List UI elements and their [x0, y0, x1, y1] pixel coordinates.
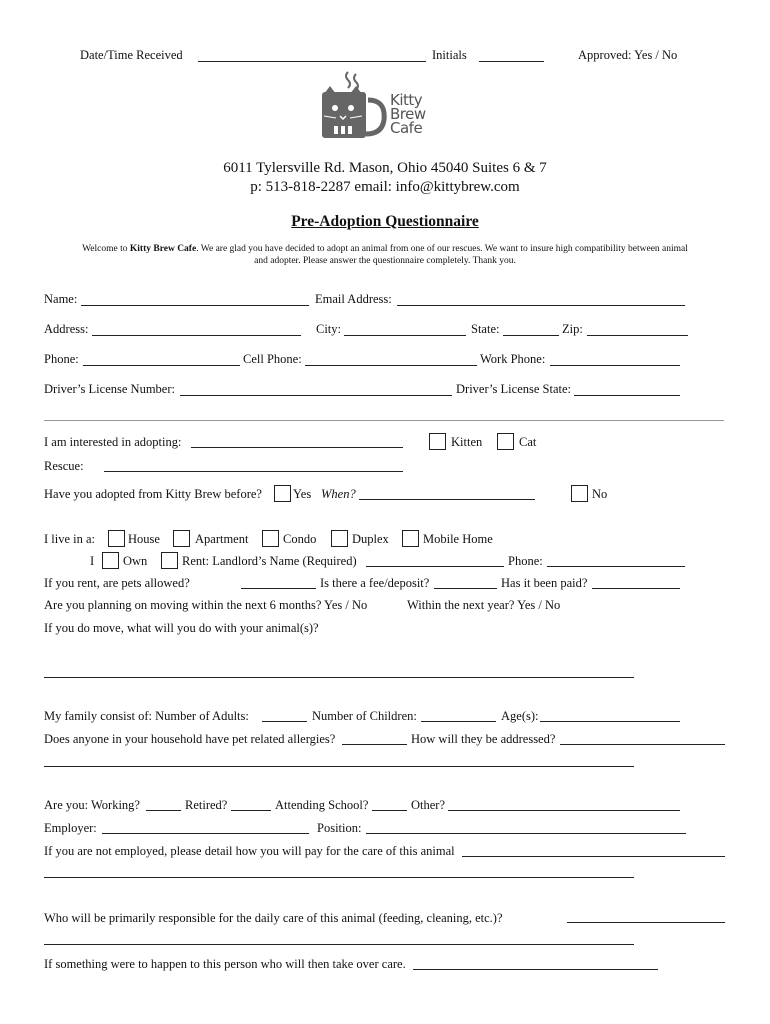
name-field[interactable]: [81, 305, 309, 306]
i-label: I: [90, 554, 95, 568]
allergies-extra-field[interactable]: [44, 766, 634, 767]
adults-field[interactable]: [262, 721, 307, 722]
not-employed-label: If you are not employed, please detail how you will pay for the care of this animal: [44, 844, 455, 858]
if-move-answer-field[interactable]: [44, 677, 634, 678]
logo-line-2: Brew: [390, 105, 426, 123]
next-year-question: Within the next year? Yes / No: [407, 598, 561, 612]
dl-state-label: Driver’s License State:: [456, 382, 572, 396]
pets-allowed-field[interactable]: [241, 588, 316, 589]
cat-label: Cat: [519, 435, 537, 449]
addressed-label: How will they be addressed?: [411, 732, 556, 746]
initials-label: Initials: [432, 48, 467, 62]
address-line-2: p: 513-818-2287 email: info@kittybrew.com: [250, 179, 520, 195]
fee-field[interactable]: [434, 588, 497, 589]
own-label: Own: [123, 554, 148, 568]
when-label: When?: [321, 487, 356, 501]
rescue-field[interactable]: [104, 471, 403, 472]
cat-mug-icon: [318, 70, 388, 144]
addressed-field[interactable]: [560, 744, 725, 745]
rescue-label: Rescue:: [44, 459, 84, 473]
takeover-question: If something were to happen to this person who will then take over care.: [44, 957, 406, 971]
kitten-label: Kitten: [451, 435, 483, 449]
responsible-field[interactable]: [567, 922, 725, 923]
approved-label: Approved: Yes / No: [578, 48, 678, 62]
intro-rest: . We are glad you have decided to adopt an animal from one of our rescues. We want to insure high compatibility between animal: [196, 244, 688, 254]
apartment-checkbox[interactable]: [173, 530, 190, 547]
pets-allowed-label: If you rent, are pets allowed?: [44, 576, 190, 590]
interested-label: I am interested in adopting:: [44, 435, 182, 449]
zip-label: Zip:: [562, 322, 583, 336]
house-checkbox[interactable]: [108, 530, 125, 547]
address-label: Address:: [44, 322, 89, 336]
rent-checkbox[interactable]: [161, 552, 178, 569]
responsible-extra-field[interactable]: [44, 944, 634, 945]
name-label: Name:: [44, 292, 78, 306]
work-phone-field[interactable]: [550, 365, 680, 366]
own-checkbox[interactable]: [102, 552, 119, 569]
apartment-label: Apartment: [195, 532, 249, 546]
initials-field[interactable]: [479, 61, 544, 62]
adopted-before-label: Have you adopted from Kitty Brew before?: [44, 487, 262, 501]
responsible-question: Who will be primarily responsible for the daily care of this animal (feeding, cleaning, etc.)?: [44, 911, 503, 925]
working-label: Are you: Working?: [44, 798, 140, 812]
page-title: Pre-Adoption Questionnaire: [291, 213, 479, 230]
work-phone-label: Work Phone:: [480, 352, 546, 366]
date-time-field[interactable]: [198, 61, 426, 62]
logo-line-1: Kitty: [390, 91, 423, 109]
interested-field[interactable]: [191, 447, 403, 448]
mobile-home-label: Mobile Home: [423, 532, 493, 546]
position-field[interactable]: [366, 833, 686, 834]
zip-field[interactable]: [587, 335, 688, 336]
landlord-phone-label: Phone:: [508, 554, 543, 568]
section-divider: [44, 420, 724, 421]
family-adults-label: My family consist of: Number of Adults:: [44, 709, 249, 723]
position-label: Position:: [317, 821, 362, 835]
address-field[interactable]: [92, 335, 301, 336]
condo-checkbox[interactable]: [262, 530, 279, 547]
employer-field[interactable]: [102, 833, 309, 834]
duplex-checkbox[interactable]: [331, 530, 348, 547]
intro-brand: Kitty Brew Cafe: [129, 244, 197, 254]
phone-label: Phone:: [44, 352, 79, 366]
city-label: City:: [316, 322, 342, 336]
children-field[interactable]: [421, 721, 496, 722]
condo-label: Condo: [283, 532, 317, 546]
intro-line-1: [0, 243, 770, 255]
children-label: Number of Children:: [312, 709, 417, 723]
ages-field[interactable]: [540, 721, 680, 722]
mobile-home-checkbox[interactable]: [402, 530, 419, 547]
retired-label: Retired?: [185, 798, 228, 812]
ages-label: Age(s):: [501, 709, 539, 723]
dl-number-field[interactable]: [180, 395, 452, 396]
paid-label: Has it been paid?: [501, 576, 588, 590]
duplex-label: Duplex: [352, 532, 389, 546]
school-label: Attending School?: [275, 798, 369, 812]
allergies-field[interactable]: [342, 744, 407, 745]
intro-welcome: Welcome to: [82, 244, 130, 254]
takeover-field[interactable]: [413, 969, 658, 970]
fee-label: Is there a fee/deposit?: [320, 576, 430, 590]
state-field[interactable]: [503, 335, 559, 336]
rent-label: Rent: Landlord’s Name (Required): [182, 554, 357, 568]
date-time-label: Date/Time Received: [80, 48, 183, 62]
cell-phone-field[interactable]: [305, 365, 477, 366]
logo-line-3: Cafe: [390, 119, 423, 137]
working-field[interactable]: [146, 810, 181, 811]
retired-field[interactable]: [231, 810, 271, 811]
kitten-checkbox[interactable]: [429, 433, 446, 450]
address-line-1: 6011 Tylersville Rd. Mason, Ohio 45040 Suites 6 & 7: [223, 160, 547, 176]
cell-phone-label: Cell Phone:: [243, 352, 302, 366]
dl-state-field[interactable]: [574, 395, 680, 396]
state-label: State:: [471, 322, 500, 336]
other-field[interactable]: [448, 810, 680, 811]
adopted-no-checkbox[interactable]: [571, 485, 588, 502]
other-label: Other?: [411, 798, 446, 812]
live-in-label: I live in a:: [44, 532, 96, 546]
not-employed-extra-field[interactable]: [44, 877, 634, 878]
landlord-name-field[interactable]: [366, 566, 504, 567]
email-field[interactable]: [397, 305, 685, 306]
cat-checkbox[interactable]: [497, 433, 514, 450]
adopted-yes-label: Yes: [293, 487, 312, 501]
employer-label: Employer:: [44, 821, 97, 835]
phone-field[interactable]: [83, 365, 240, 366]
logo: [318, 70, 458, 144]
not-employed-field[interactable]: [462, 856, 725, 857]
landlord-phone-field[interactable]: [547, 566, 685, 567]
dl-number-label: Driver’s License Number:: [44, 382, 175, 396]
adopted-no-label: No: [592, 487, 608, 501]
house-label: House: [128, 532, 160, 546]
moving-question: Are you planning on moving within the next 6 months? Yes / No: [44, 598, 368, 612]
if-move-question: If you do move, what will you do with your animal(s)?: [44, 621, 319, 635]
allergies-label: Does anyone in your household have pet related allergies?: [44, 732, 336, 746]
adopted-yes-checkbox[interactable]: [274, 485, 291, 502]
school-field[interactable]: [372, 810, 407, 811]
paid-field[interactable]: [592, 588, 680, 589]
city-field[interactable]: [344, 335, 466, 336]
intro-line-2: and adopter. Please answer the questionnaire completely. Thank you.: [254, 256, 516, 266]
email-label: Email Address:: [315, 292, 392, 306]
when-field[interactable]: [359, 499, 535, 500]
